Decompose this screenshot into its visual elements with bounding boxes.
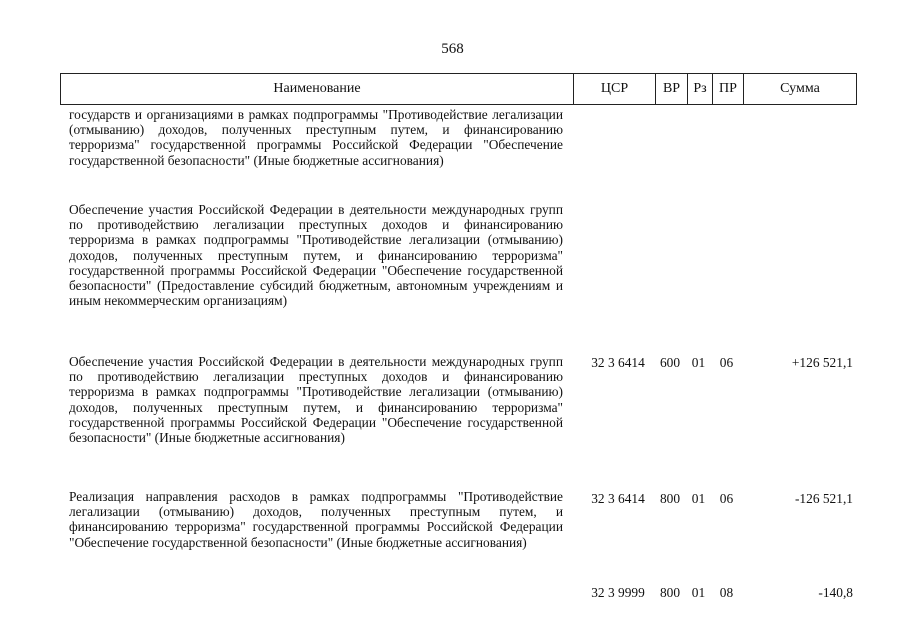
row-vr: 800 (659, 584, 681, 600)
row-pr: 06 (719, 490, 734, 506)
page-number: 568 (441, 41, 464, 57)
table-row (60, 354, 857, 506)
header-vr: ВР (655, 74, 687, 104)
row-vr: 800 (659, 490, 681, 506)
table-header (60, 73, 857, 105)
budget-table (60, 73, 857, 600)
row-csr: 32 3 6414 (591, 354, 645, 370)
header-csr: ЦСР (573, 74, 655, 104)
header-rz: Рз (687, 74, 712, 104)
header-pr: ПР (712, 74, 743, 104)
row-sum: -140,8 (818, 584, 853, 600)
header-sum: Сумма (743, 74, 856, 104)
row-rz: 01 (691, 584, 706, 600)
table-row (60, 107, 857, 183)
row-sum: -126 521,1 (794, 490, 853, 506)
row-csr: 32 3 9999 (591, 584, 645, 600)
row-csr: 32 3 6414 (591, 490, 645, 506)
header-name: Наименование (273, 81, 361, 96)
row-pr: 06 (719, 354, 734, 370)
row-vr: 600 (659, 354, 681, 370)
row-name: Обеспечение участия Российской Федерации в деятельности международных групп по противодействию легализации преступных доходов и финансированию терроризма в рамках подпрограммы "Противодействие легализации (отмыванию) доходов, полученных преступным путем, и финансированию терроризма" государственной программы Российской Федерации "Обеспечение государственной безопасности" (Предоставление субсидий бюджетным, автономным учреждениям и иным некоммерческим организациям) (69, 202, 563, 309)
row-rz: 01 (691, 354, 706, 370)
row-rz: 01 (691, 490, 706, 506)
row-sum: +126 521,1 (791, 354, 853, 370)
row-name: Реализация направления расходов в рамках подпрограммы "Противодействие легализации (отмыванию) доходов, полученных преступным путем, и финансированию терроризма" государственной программы Российской Федерации "Обеспечение государственной безопасности" (Иные бюджетные ассигнования) (69, 489, 563, 550)
row-name: государств и организациями в рамках подпрограммы "Противодействие легализации (отмыванию) доходов, полученных преступным путем, и финансированию терроризма" государственной программы Российской Федерации "Обеспечение государственной безопасности" (Иные бюджетные ассигнования) (69, 107, 563, 168)
table-row (60, 489, 857, 600)
row-name: Обеспечение участия Российской Федерации в деятельности международных групп по противодействию легализации преступных доходов и финансированию терроризма в рамках подпрограммы "Противодействие легализации (отмыванию) доходов, полученных преступным путем, и финансированию терроризма" государственной программы Российской Федерации "Обеспечение государственной безопасности" (Иные бюджетные ассигнования) (69, 354, 563, 446)
table-row (60, 202, 857, 370)
row-pr: 08 (719, 584, 734, 600)
